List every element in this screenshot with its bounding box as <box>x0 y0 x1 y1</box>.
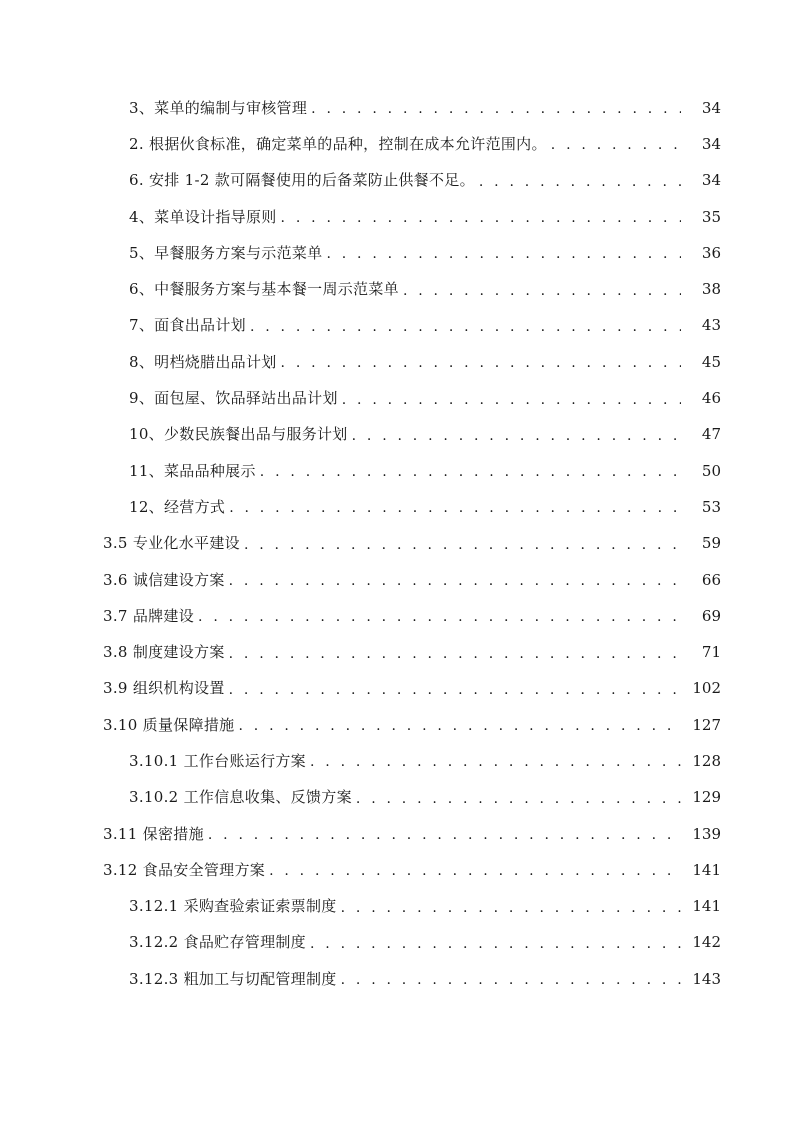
toc-page-number: 143 <box>692 969 721 988</box>
toc-entry-title: 3.12.2 食品贮存管理制度 <box>129 933 306 952</box>
toc-entry[interactable] <box>0 199 793 235</box>
toc-entry-title: 9、面包屋、饮品驿站出品计划 <box>129 389 338 408</box>
toc-entry[interactable] <box>0 489 793 525</box>
toc-entry-title: 3.6 诚信建设方案 <box>103 570 225 589</box>
toc-dot-leader <box>352 429 681 443</box>
toc-entry-title: 3.12 食品安全管理方案 <box>103 860 266 879</box>
toc-page-number: 47 <box>701 425 721 444</box>
toc-dot-leader <box>341 901 681 915</box>
toc-entry[interactable] <box>0 634 793 670</box>
toc-entry-title: 3.10 质量保障措施 <box>103 715 235 734</box>
toc-entry[interactable] <box>0 961 793 997</box>
toc-page-number: 34 <box>701 134 721 153</box>
toc-dot-leader <box>479 175 681 189</box>
toc-page-number: 142 <box>692 933 721 952</box>
toc-entry-title: 3.11 保密措施 <box>103 824 204 843</box>
toc-dot-leader <box>260 465 681 479</box>
toc-page-number: 141 <box>692 860 721 879</box>
toc-entry[interactable] <box>0 271 793 307</box>
toc-page-number: 59 <box>701 534 721 553</box>
toc-page-number: 38 <box>701 280 721 299</box>
toc-entry-title: 3.10.1 工作台账运行方案 <box>129 751 306 770</box>
toc-entry[interactable] <box>0 816 793 852</box>
toc-entry-title: 3.7 品牌建设 <box>103 606 195 625</box>
toc-dot-leader <box>281 211 681 225</box>
toc-entry[interactable] <box>0 671 793 707</box>
toc-page-number: 35 <box>701 207 721 226</box>
toc-page-number: 53 <box>701 497 721 516</box>
toc-entry-title: 3、菜单的编制与审核管理 <box>129 98 308 117</box>
toc-dot-leader <box>198 610 681 624</box>
toc-dot-leader <box>341 973 681 987</box>
toc-page-number: 50 <box>701 461 721 480</box>
toc-page-number: 45 <box>701 352 721 371</box>
toc-page-number: 43 <box>701 316 721 335</box>
toc-entry-title: 3.12.1 采购查验索证索票制度 <box>129 897 337 916</box>
toc-page-number: 69 <box>701 606 721 625</box>
toc-dot-leader <box>208 828 681 842</box>
toc-dot-leader <box>229 683 681 697</box>
toc-dot-leader <box>269 864 681 878</box>
toc-entry-title: 3.10.2 工作信息收集、反馈方案 <box>129 788 352 807</box>
toc-page-number: 102 <box>692 679 721 698</box>
toc-entry[interactable] <box>0 562 793 598</box>
toc-dot-leader <box>310 937 681 951</box>
toc-page-number: 36 <box>701 243 721 262</box>
toc-dot-leader <box>551 138 681 152</box>
toc-dot-leader <box>356 792 681 806</box>
toc-entry-title: 3.5 专业化水平建设 <box>103 534 240 553</box>
toc-page-number: 141 <box>692 897 721 916</box>
toc-entry[interactable] <box>0 598 793 634</box>
toc-page-number: 66 <box>701 570 721 589</box>
toc-entry-title: 5、早餐服务方案与示范菜单 <box>129 243 323 262</box>
toc-entry[interactable] <box>0 852 793 888</box>
toc-page-number: 71 <box>701 643 721 662</box>
toc-page-number: 139 <box>692 824 721 843</box>
toc-dot-leader <box>250 320 681 334</box>
toc-dot-leader <box>403 284 681 298</box>
toc-entry[interactable] <box>0 235 793 271</box>
toc-entry[interactable] <box>0 780 793 816</box>
toc-entry[interactable] <box>0 925 793 961</box>
toc-entry-title: 3.9 组织机构设置 <box>103 679 225 698</box>
toc-page-number: 129 <box>692 788 721 807</box>
toc-entry[interactable] <box>0 417 793 453</box>
table-of-contents <box>0 90 793 997</box>
toc-entry-title: 6、中餐服务方案与基本餐一周示范菜单 <box>129 280 399 299</box>
toc-page-number: 34 <box>701 98 721 117</box>
toc-entry-title: 11、菜品品种展示 <box>129 461 256 480</box>
toc-dot-leader <box>311 102 681 116</box>
toc-page-number: 34 <box>701 171 721 190</box>
toc-entry-title: 3.8 制度建设方案 <box>103 643 225 662</box>
toc-dot-leader <box>326 247 681 261</box>
toc-page-number: 46 <box>701 389 721 408</box>
toc-entry[interactable] <box>0 163 793 199</box>
toc-dot-leader <box>281 356 681 370</box>
toc-entry[interactable] <box>0 380 793 416</box>
toc-entry[interactable] <box>0 453 793 489</box>
toc-page-number: 127 <box>692 715 721 734</box>
toc-entry[interactable] <box>0 707 793 743</box>
toc-dot-leader <box>229 501 681 515</box>
toc-entry[interactable] <box>0 308 793 344</box>
toc-entry-title: 6. 安排 1-2 款可隔餐使用的后备菜防止供餐不足。 <box>129 171 475 190</box>
toc-entry-title: 3.12.3 粗加工与切配管理制度 <box>129 969 337 988</box>
toc-entry[interactable] <box>0 344 793 380</box>
toc-entry-title: 8、明档烧腊出品计划 <box>129 352 277 371</box>
toc-entry[interactable] <box>0 126 793 162</box>
toc-entry-title: 2. 根据伙食标准，确定菜单的品种，控制在成本允许范围内。 <box>129 134 547 153</box>
toc-dot-leader <box>244 538 681 552</box>
toc-entry-title: 10、少数民族餐出品与服务计划 <box>129 425 348 444</box>
toc-dot-leader <box>342 393 681 407</box>
toc-entry[interactable] <box>0 90 793 126</box>
toc-dot-leader <box>229 647 681 661</box>
toc-entry[interactable] <box>0 889 793 925</box>
toc-dot-leader <box>310 755 681 769</box>
toc-entry-title: 12、经营方式 <box>129 497 226 516</box>
toc-entry[interactable] <box>0 743 793 779</box>
toc-entry-title: 4、菜单设计指导原则 <box>129 207 277 226</box>
toc-page-number: 128 <box>692 751 721 770</box>
toc-dot-leader <box>238 719 681 733</box>
toc-entry-title: 7、面食出品计划 <box>129 316 246 335</box>
toc-entry[interactable] <box>0 526 793 562</box>
toc-dot-leader <box>229 574 681 588</box>
